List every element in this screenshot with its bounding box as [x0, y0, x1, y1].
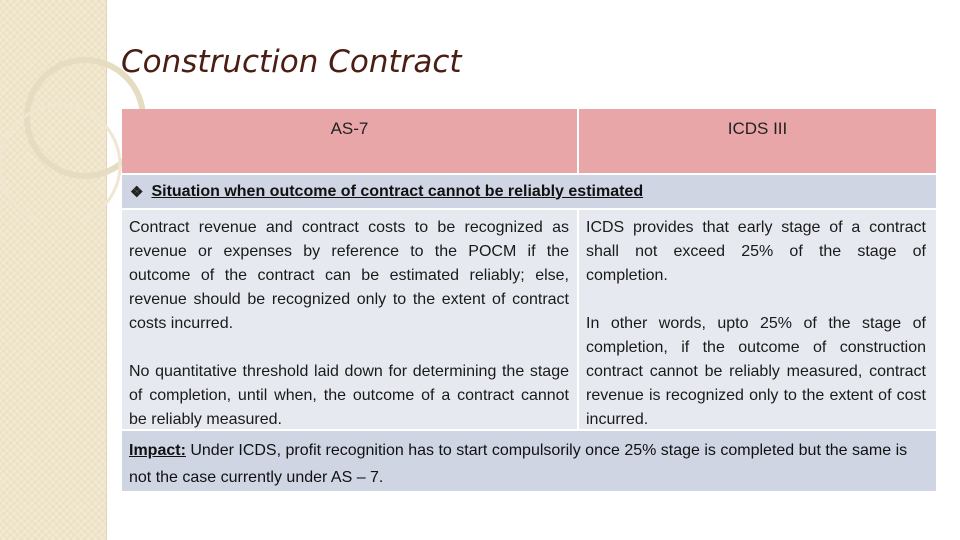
impact-text: Under ICDS, profit recognition has to start compulsorily once 25% stage is completed but the same is not the case currently under AS – 7. [129, 442, 908, 486]
slide-title: Construction Contract [121, 44, 462, 80]
impact-row [122, 429, 936, 491]
table-header-row [122, 109, 936, 173]
as7-paragraph-1: Contract revenue and contract costs to be recognized as revenue or expenses by reference to the POCM if the outcome of the contract can be estimated reliably; else, revenue should be recognized only to the extent of contract costs incurred. [129, 219, 569, 332]
header-as7: AS-7 [122, 109, 579, 173]
as7-paragraph-2: No quantitative threshold laid down for determining the stage of completion, until when, the outcome of a contract cannot be reliably measured. [129, 363, 569, 428]
header-icds: ICDS III [727, 119, 788, 138]
icds-paragraph-2: In other words, upto 25% of the stage of completion, if the outcome of construction contract cannot be reliably measured, contract revenue is recognized only to the extent of cost incurred. [586, 315, 926, 428]
situation-text: Situation when outcome of contract cannot be reliably estimated [151, 182, 644, 200]
content-row [122, 208, 936, 429]
icds-cell [579, 210, 936, 429]
impact-label: Impact: [129, 442, 186, 459]
situation-row [122, 173, 936, 208]
icds-paragraph-1: ICDS provides that early stage of a contract shall not exceed 25% of the stage of completion. [586, 219, 926, 284]
diamond-bullet-icon: ❖ [130, 183, 144, 201]
as7-cell [122, 210, 579, 429]
comparison-table [122, 109, 936, 491]
